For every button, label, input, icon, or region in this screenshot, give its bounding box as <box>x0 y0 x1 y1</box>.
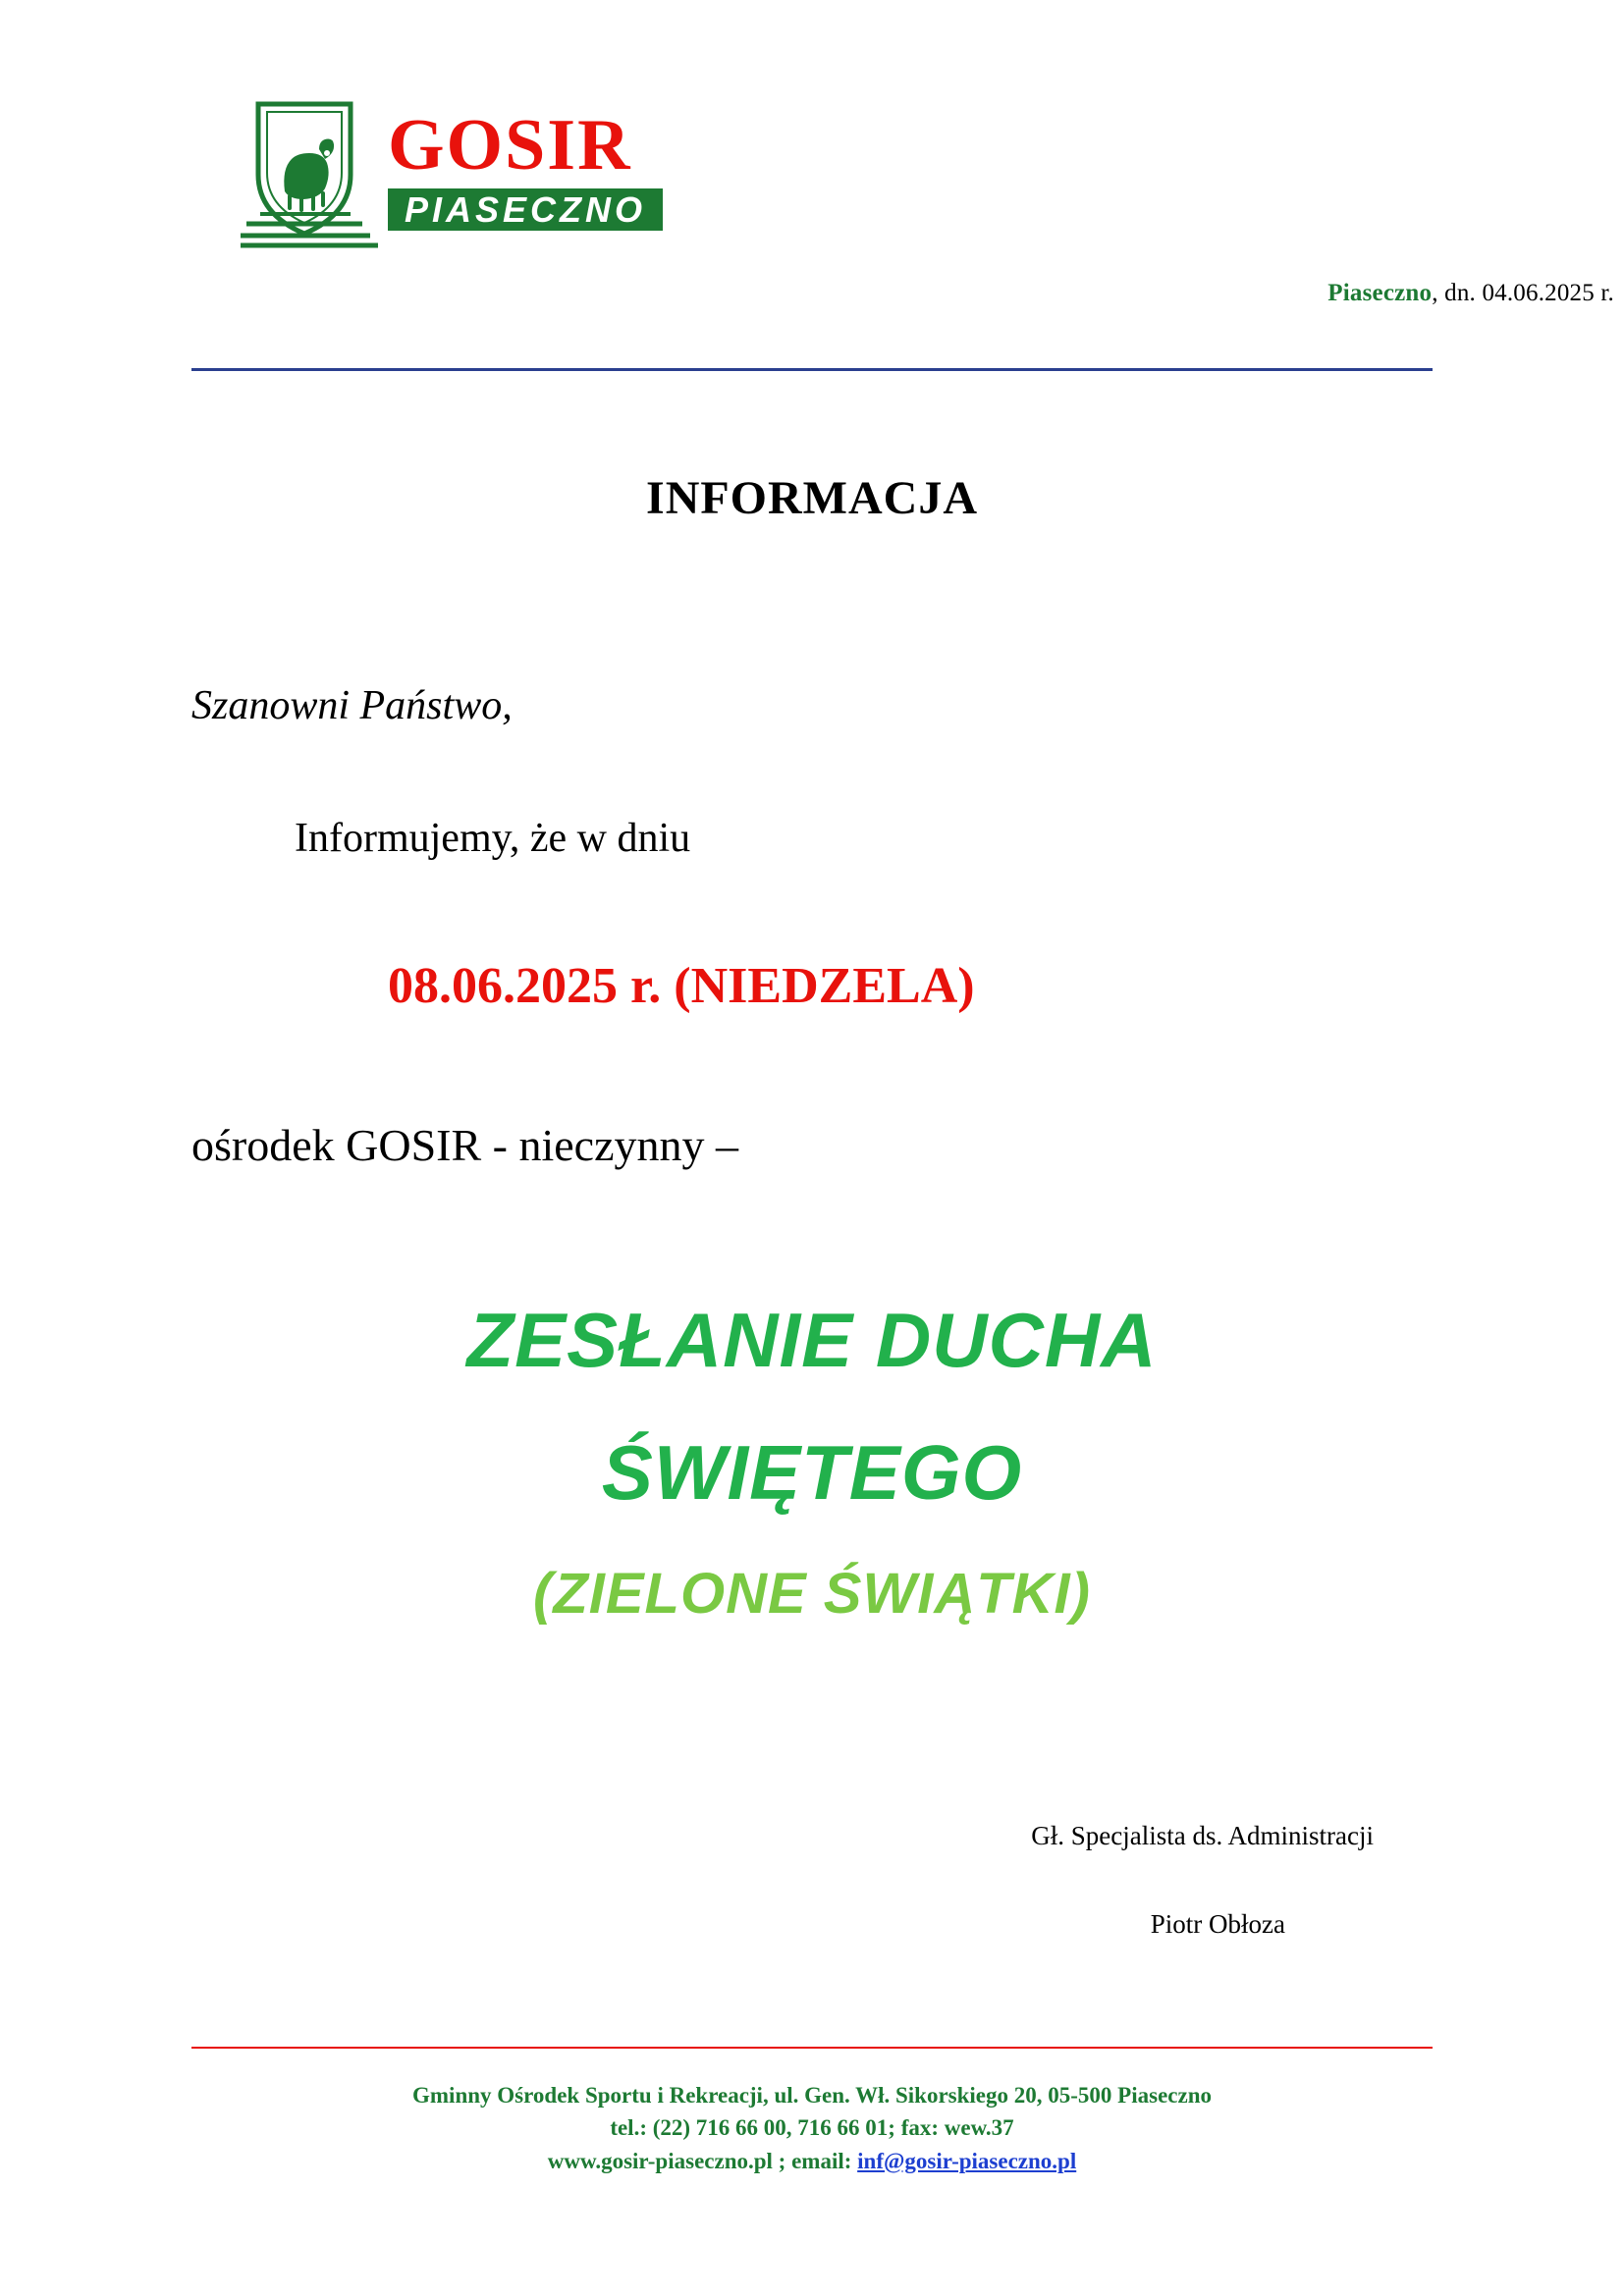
ram-crest-icon <box>241 104 378 245</box>
header-date <box>1327 280 1614 307</box>
salutation-text: Szanowni Państwo, <box>191 683 513 728</box>
footer-email[interactable]: inf@gosir-piaseczno.pl <box>857 2148 1077 2173</box>
document-footer <box>0 2079 1624 2177</box>
header-date-rest: , dn. 04.06.2025 r. <box>1432 280 1614 306</box>
signature-role: Gł. Specjalista ds. Administracji <box>1031 1821 1374 1850</box>
svg-text:GOSIR: GOSIR <box>388 105 632 186</box>
page-title: INFORMACJA <box>646 472 978 524</box>
footer-website: www.gosir-piaseczno.pl ; email: <box>547 2148 858 2173</box>
closure-date: 08.06.2025 r. (NIEDZELA) <box>388 958 975 1014</box>
footer-phone: tel.: (22) 716 66 00, 716 66 01; fax: wew.37 <box>610 2115 1014 2141</box>
header-divider <box>191 368 1433 371</box>
holiday-line-1: ZESŁANIE DUCHA <box>466 1297 1158 1383</box>
intro-text: Informujemy, że w dniu <box>295 816 691 861</box>
header-city: Piaseczno <box>1327 280 1433 306</box>
holiday-line-3: (ZIELONE ŚWIĄTKI) <box>533 1562 1091 1626</box>
closure-statement: ośrodek GOSIR - nieczynny – <box>191 1120 739 1170</box>
footer-web-line <box>0 2145 1624 2177</box>
footer-divider <box>191 2047 1433 2049</box>
signature-name: Piotr Obłoza <box>1150 1909 1285 1939</box>
footer-address: Gminny Ośrodek Sportu i Rekreacji, ul. Gen. Wł. Sikorskiego 20, 05-500 Piaseczno <box>412 2083 1212 2108</box>
document-header <box>191 0 1433 245</box>
gosir-logo <box>241 98 731 255</box>
holiday-line-2: ŚWIĘTEGO <box>601 1429 1023 1516</box>
svg-text:PIASECZNO: PIASECZNO <box>404 189 647 230</box>
